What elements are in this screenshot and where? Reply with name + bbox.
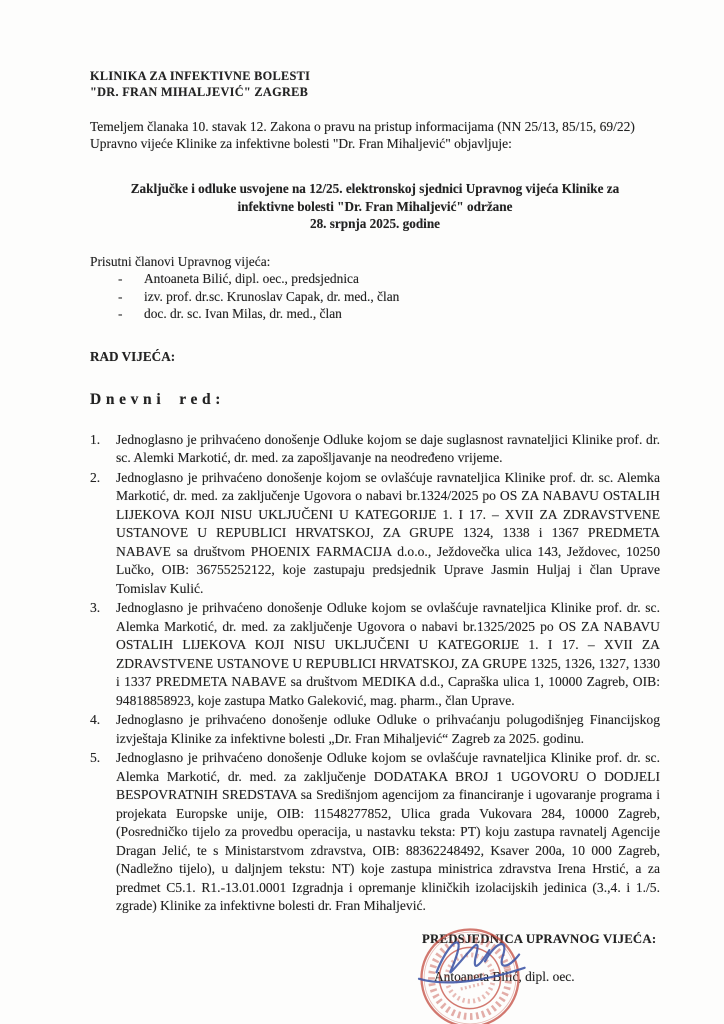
letterhead: [90, 68, 660, 100]
list-item: [90, 288, 660, 306]
title-line-3: 28. srpnja 2025. godine: [309, 216, 441, 231]
item-text: Jednoglasno je prihvaćeno donošenje kojom se ovlašćuje ravnateljica Klinike prof. dr. sc. Alemka Markotić, dr. med. za zaključenje Ugovora o nabavi br.1324/2025 po OS ZA NABAVU OSTALIH LIJEKOVA KOJI NISU UKLJUČENI U KATEGORIJE 1. I 17. – XVII ZA ZDRAVSTVENE USTANOVE U REPUBLICI HRVATSKOJ, ZA GRUPE 1324, 1338 i 1367 PREDMETA NABAVE sa društvom PHOENIX FARMACIJA d.o.o., Ježdovečka ulica 143, Ježdovec, 10250 Lučko, OIB: 36755252122, koje zastupaju predsjednik Uprave Jasmin Huljaj i član Uprave Tomislav Kulić.: [116, 469, 660, 596]
agenda-item-5: [90, 749, 660, 916]
agenda-item-4: [90, 711, 660, 748]
item-number: 3.: [90, 600, 101, 615]
signatory-name: Antoaneta Bilić, dipl. oec.: [434, 968, 575, 984]
agenda-item-2: [90, 469, 660, 599]
attendee-name: Antoaneta Bilić, dipl. oec., predsjednica: [144, 271, 359, 286]
agenda-list: [90, 431, 660, 916]
list-item: [90, 305, 660, 323]
attendees-label: Prisutni članovi Upravnog vijeća:: [90, 253, 271, 269]
rad-vijeca-heading: RAD VIJEĆA:: [90, 348, 176, 364]
item-number: 2.: [90, 469, 101, 485]
item-number: 1.: [90, 431, 101, 447]
letterhead-line1: KLINIKA ZA INFEKTIVNE BOLESTI: [90, 69, 311, 83]
handwritten-signature: [408, 926, 540, 992]
dash-bullet: -: [118, 288, 123, 304]
item-text: Jednoglasno je prihvaćeno donošenje Odluke kojom se ovlašćuje ravnateljica Klinike prof. dr. sc. Alemka Markotić, dr. med. za zaključenje Ugovora o nabavi br.1325/2025 po OS ZA NABAVU OSTALIH LIJEKOVA KOJI NISU UKLJUČENI U KATEGORIJE 1. I 17. – XVII ZA ZDRAVSTVENE USTANOVE U REPUBLICI HRVATSKOJ, ZA GRUPE 1325, 1326, 1327, 1330 i 1337 PREDMETA NABAVE sa društvom MEDIKA d.d., Capraška ulica 1, 10000 Zagreb, OIB: 94818858923, koje zastupa Matko Galeković, mag. pharm., član Uprave.: [116, 600, 660, 708]
list-item: [90, 270, 660, 288]
item-text: Jednoglasno je prihvaćeno donošenje odluke Odluke o prihvaćanju polugodišnjeg Financijskog izvještaja Klinike za infektivne bolesti „Dr. Fran Mihaljević“ Zagreb za 2025. godinu.: [116, 712, 660, 746]
signature-title: PREDSJEDNICA UPRAVNOG VIJEĆA:: [422, 931, 657, 946]
agenda-item-1: [90, 431, 660, 468]
dash-bullet: -: [118, 306, 123, 321]
item-text: Jednoglasno je prihvaćeno donošenje Odluke kojom se daje suglasnost ravnateljici Klinike prof. dr. sc. Alemki Markotić, dr. med. za zapošljavanje na neodređeno vrijeme.: [116, 431, 660, 465]
document-title: [90, 180, 660, 233]
attendee-name: izv. prof. dr.sc. Krunoslav Capak, dr. med., član: [144, 288, 400, 304]
attendee-name: doc. dr. sc. Ivan Milas, dr. med., član: [144, 306, 342, 321]
item-number: 4.: [90, 712, 101, 727]
title-line-2: infektivne bolesti "Dr. Fran Mihaljević" održane: [237, 198, 513, 214]
title-line-1: Zaključke i odluke usvojene na 12/25. elektronskoj sjednici Upravnog vijeća Klinike za: [130, 181, 620, 196]
intro-paragraph: Temeljem članaka 10. stavak 12. Zakona o pravu na pristup informacijama (NN 25/13, 85/15, 69/22) Upravno vijeće Klinike za infektivne bolesti "Dr. Fran Mihaljević" objavljuje:: [90, 119, 635, 151]
letterhead-line2: "DR. FRAN MIHALJEVIĆ" ZAGREB: [90, 85, 309, 99]
dash-bullet: -: [118, 271, 123, 286]
item-text: Jednoglasno je prihvaćeno donošenje Odluke kojom se ovlašćuje ravnateljica Klinike prof. dr. sc. Alemka Markotić, dr. med. za zaključenje DODATAKA BROJ 1 UGOVORU O DODJELI BESPOVRATNIH SREDSTAVA sa Središnjom agencijom za financiranje i ugovaranje programa i projekata Europske unije, OIB: 11548277852, Ulica grada Vukovara 284, 10000 Zagreb, (Posredničko tijelo za provedbu operacija, u nastavku teksta: PT) koju zastupa ravnatelj Agencije Dragan Jelić, te s Ministarstvom zdravstva, OIB: 88362248492, Ksaver 200a, 10 000 Zagreb, (Nadležno tijelo), u daljnjem tekstu: NT) koje zastupa ministrica zdravstva Irena Hrstić, a za predmet C5.1. R1.-13.01.0001 Izgradnja i opremanje kliničkih izolacijskih jedinica (3.,4. i 1./5. zgrade) Klinike za infektivne bolesti dr. Fran Mihaljević.: [116, 750, 660, 913]
agenda-item-3: [90, 599, 660, 710]
item-number: 5.: [90, 750, 101, 765]
attendees-section: [90, 253, 660, 323]
dnevni-red-heading: Dnevni red:: [90, 390, 226, 408]
